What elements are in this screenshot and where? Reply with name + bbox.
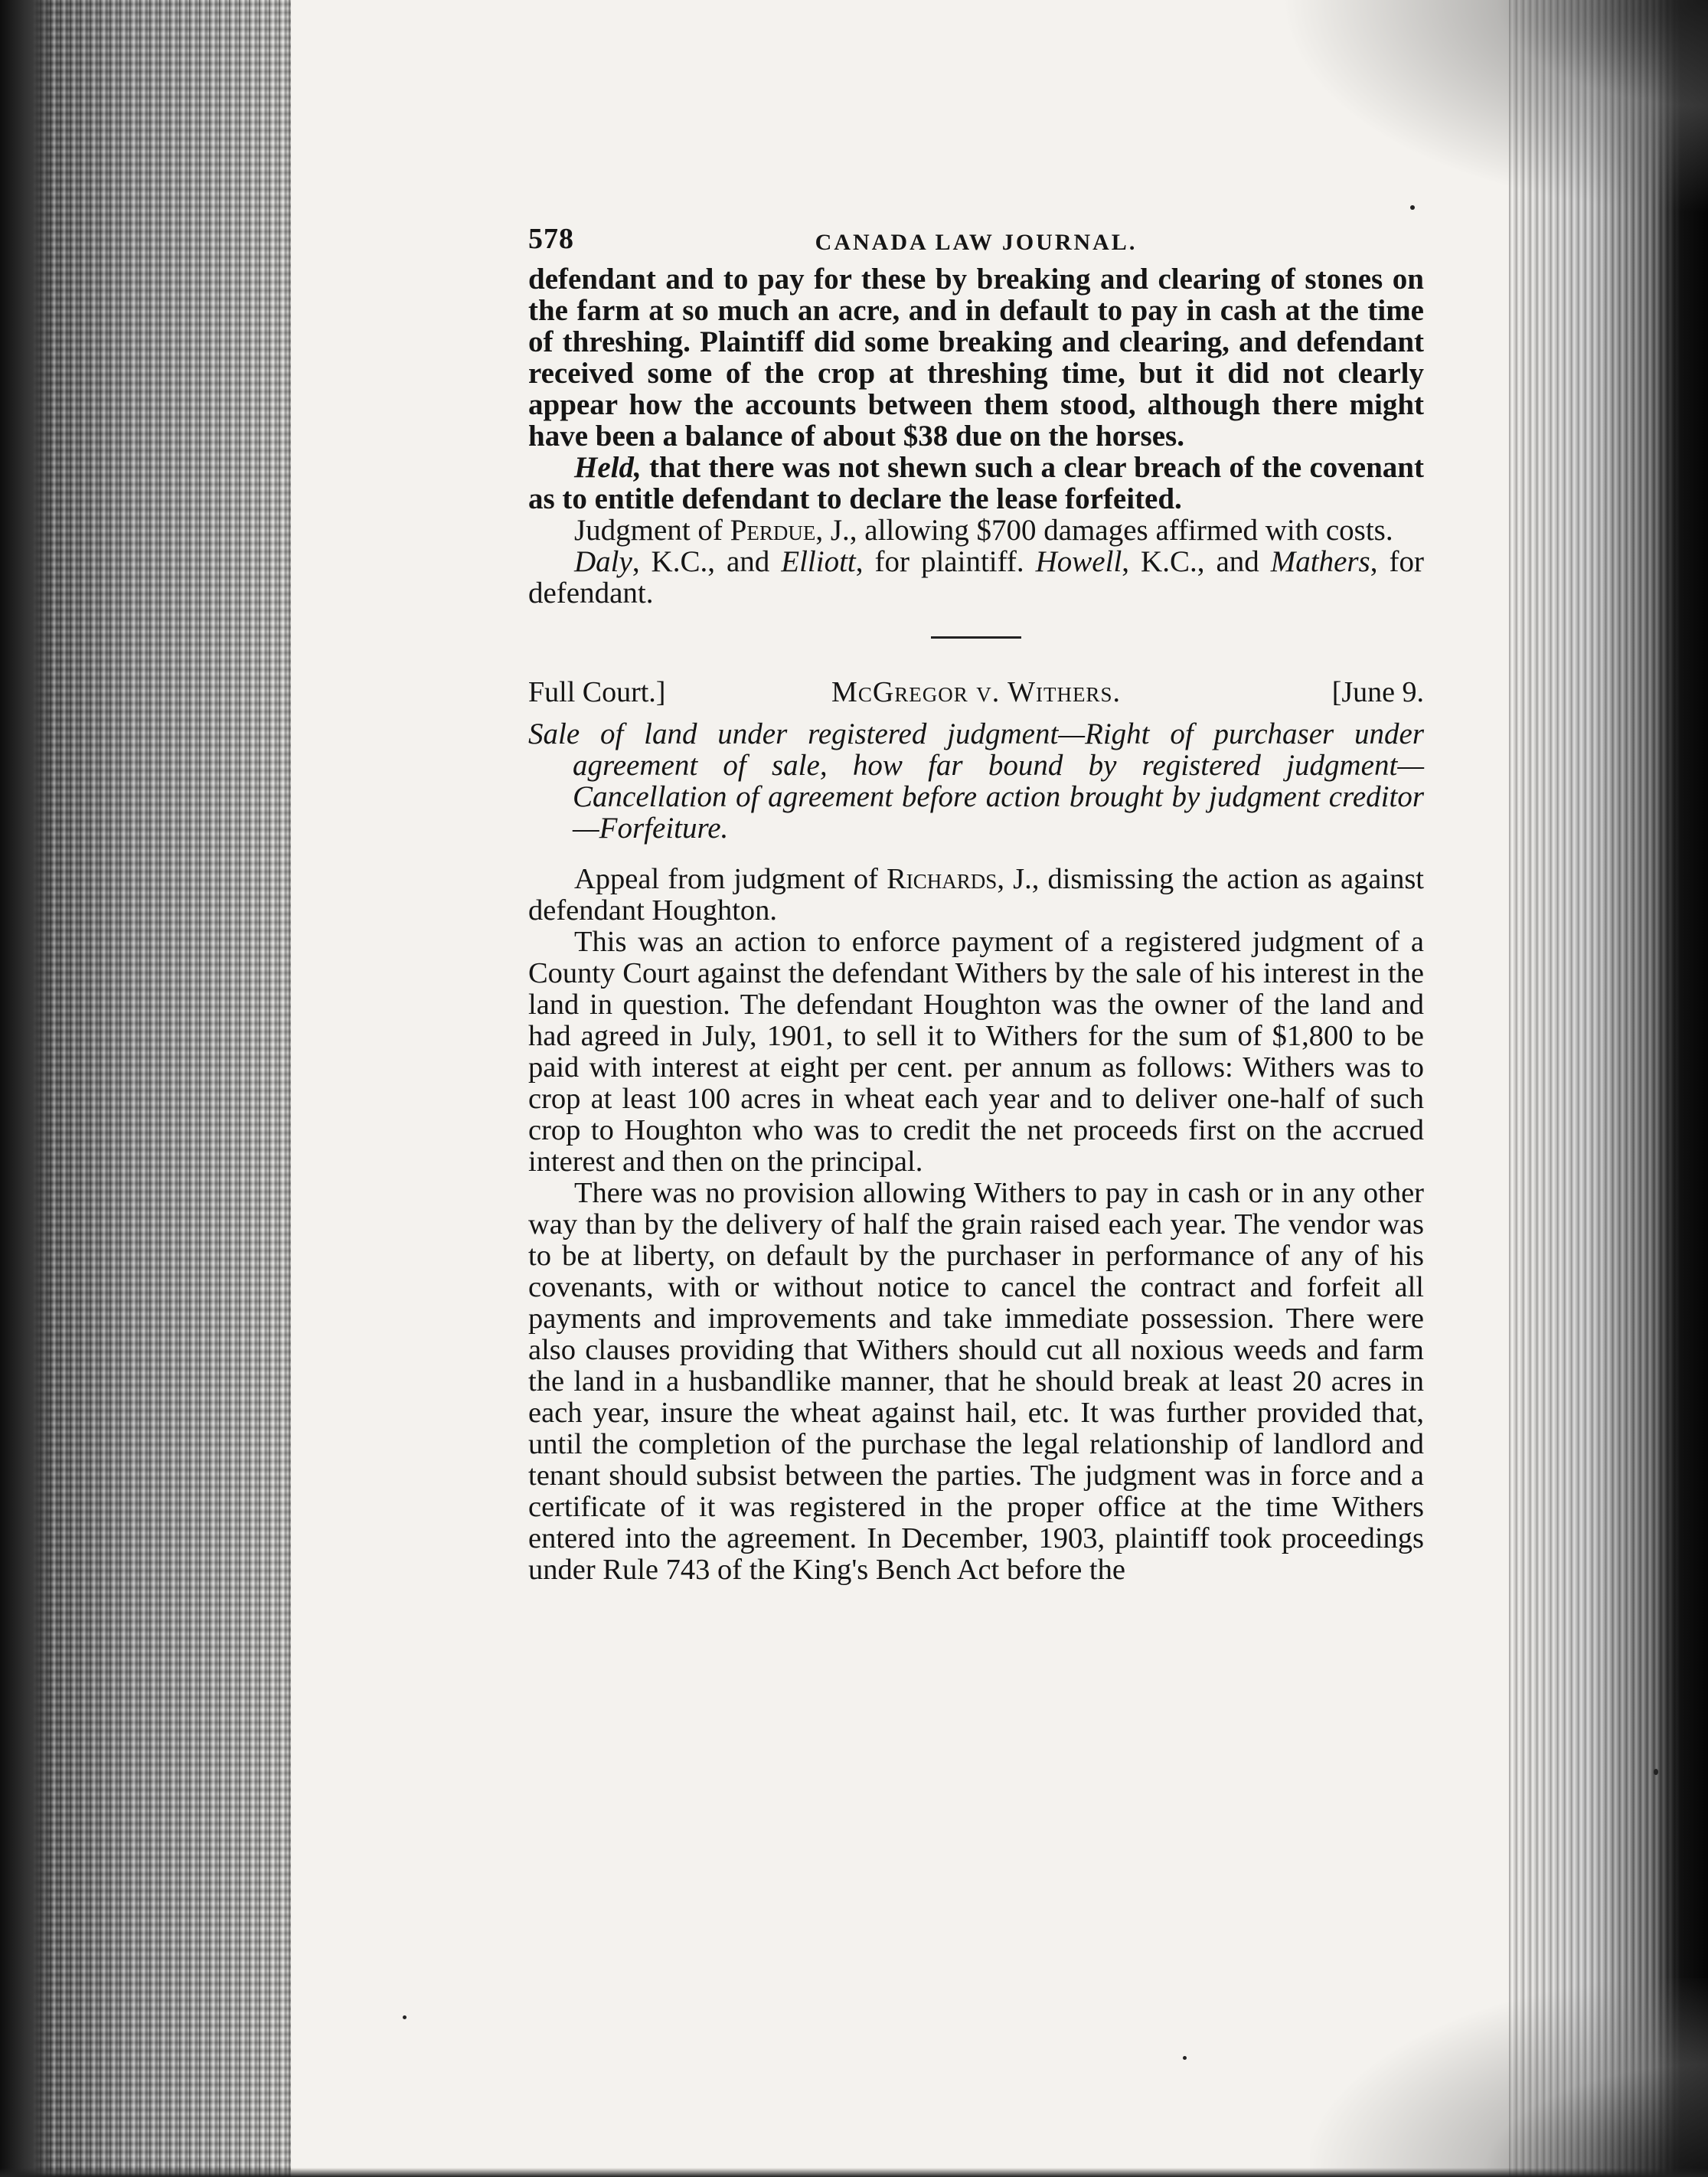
- scan-corner-shadow-bottom-right: [1310, 1978, 1708, 2177]
- case-parties: McGregor v. Withers.: [831, 676, 1121, 708]
- held-label: Held,: [574, 451, 642, 484]
- scan-speck: [1654, 1769, 1658, 1775]
- counsel-name: Elliott: [781, 545, 856, 578]
- counsel-paragraph: [528, 546, 1424, 609]
- held-paragraph: [528, 452, 1424, 515]
- continuation-paragraph: defendant and to pay for these by breaking and clearing of stones on the farm at so much an acre, and in default to pay in cash at the time of threshing. Plaintiff did some breaking and clearing, and defendant received some of the crop at threshing time, but it did not clearly appear how the accounts between them stood, although there might have been a balance of about $38 due on the horses.: [528, 263, 1424, 453]
- case-heading: [528, 677, 1424, 717]
- first-case-continuation: [528, 263, 1424, 515]
- scan-page-edge-right-dark: [1654, 0, 1708, 2177]
- counsel-text: , for plaintiff.: [855, 545, 1036, 578]
- running-head: [528, 224, 1424, 263]
- counsel-name: Mathers: [1270, 545, 1370, 578]
- scan-speck: [1183, 2056, 1187, 2060]
- judgment-judge: Perdue: [730, 514, 816, 547]
- held-text: that there was not shewn such a clear breach of the covenant as to entitle defendant to declare the lease forfeited.: [528, 451, 1424, 515]
- journal-title: CANADA LAW JOURNAL.: [815, 230, 1138, 255]
- counsel-name: Daly: [574, 545, 632, 578]
- case-headnote: Sale of land under registered judgment—Right of purchaser under agreement of sale, how far bound by registered judgment—Cancellation of agreement before action brought by judgment creditor—Forfeiture.: [528, 717, 1424, 845]
- case-date: [June 9.: [1331, 676, 1424, 708]
- counsel-text: , K.C., and: [1122, 545, 1271, 578]
- appeal-suffix: , J., dismissing the action as against defendant Houghton.: [528, 863, 1425, 927]
- scan-page-edge-bottom: [0, 2168, 1708, 2177]
- page-content: [528, 224, 1424, 1586]
- page-number: 578: [528, 223, 574, 255]
- appeal-judge: Richards: [887, 863, 998, 895]
- counsel-text: , K.C., and: [632, 545, 782, 578]
- counsel-text: , for defendant.: [528, 545, 1424, 610]
- appeal-paragraph: [528, 864, 1424, 927]
- scan-corner-shadow-top-right: [1279, 0, 1708, 214]
- body-paragraph: This was an action to enforce payment of a registered judgment of a County Court against the defendant Withers by the sale of his interest in the land in question. The defendant Houghton was the owner of the land and had agreed in July, 1901, to sell it to Withers for the sum of $1,800 to be paid with interest at eight per cent. per annum as follows: Withers was to crop at least 100 acres in wheat each year and to deliver one-half of such crop to Houghton who was to credit the net proceeds first on the accrued interest and then on the principal.: [528, 926, 1424, 1178]
- judgment-paragraph: [528, 515, 1424, 546]
- judgment-suffix: , J., allowing $700 damages affirmed with costs.: [815, 514, 1393, 547]
- counsel-name: Howell: [1035, 545, 1122, 578]
- judgment-prefix: Judgment of: [574, 514, 730, 547]
- scan-speck: [1410, 205, 1415, 210]
- scan-binding-edge-left: [0, 0, 54, 2177]
- case-separator-rule: [931, 636, 1021, 639]
- second-case-body: [528, 864, 1424, 1586]
- body-paragraph: There was no provision allowing Withers to pay in cash or in any other way than by the delivery of half the grain raised each year. The vendor was to be at liberty, on default by the purchaser in performance of any of his covenants, with or without notice to cancel the contract and forfeit all payments and improvements and take immediate possession. There were also clauses providing that Withers should cut all noxious weeds and farm the land in a husbandlike manner, that he should break at least 20 acres in each year, insure the wheat against hail, etc. It was further provided that, until the completion of the purchase the legal relationship of landlord and tenant should subsist between the parties. The judgment was in force and a certificate of it was registered in the proper office at the time Withers entered into the agreement. In December, 1903, plaintiff took proceedings under Rule 743 of the King's Bench Act before the: [528, 1177, 1424, 1586]
- appeal-prefix: Appeal from judgment of: [574, 863, 887, 895]
- court-name: Full Court.]: [528, 676, 666, 708]
- scan-speck: [403, 2015, 407, 2019]
